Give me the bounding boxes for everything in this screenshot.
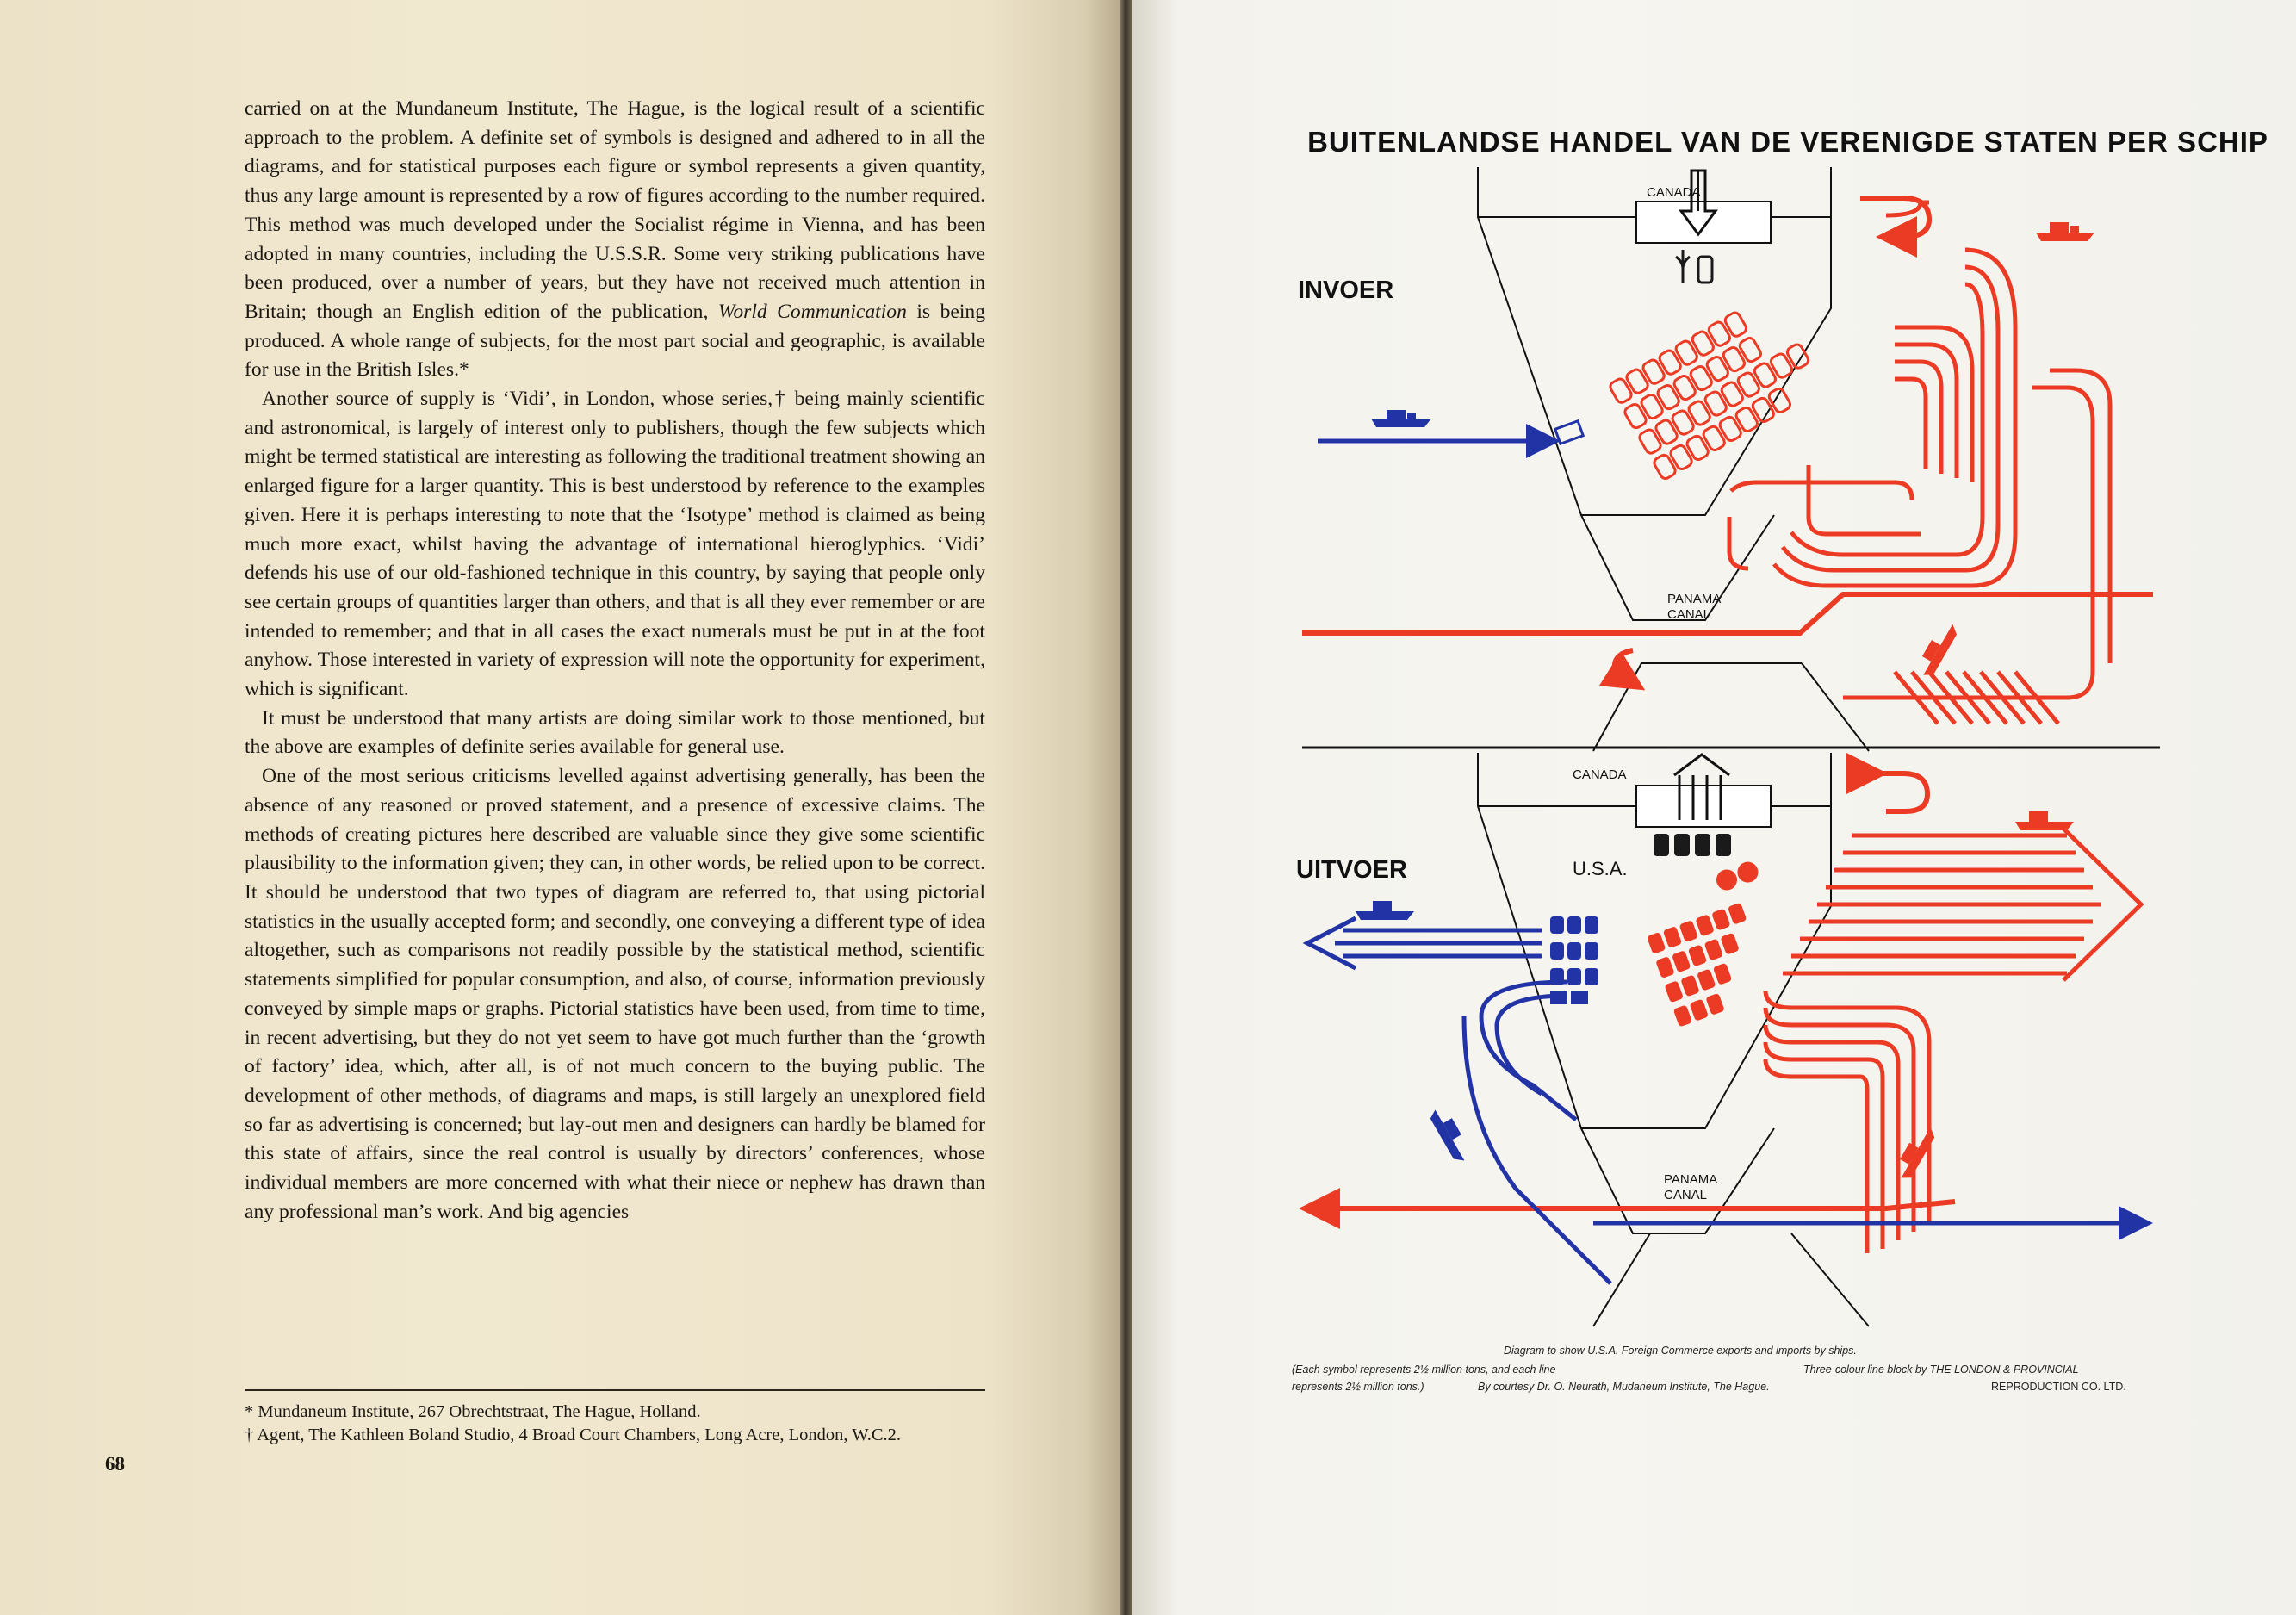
- diagram-title: BUITENLANDSE HANDEL VAN DE VERENIGDE STATEN PER SCHIP: [1307, 126, 2268, 158]
- canada-box-export: [1636, 786, 1771, 827]
- canada-label-export: CANADA: [1573, 767, 1627, 782]
- caption-line-3: represents 2½ million tons.): [1292, 1381, 1424, 1393]
- caption-line-5: By courtesy Dr. O. Neurath, Mudaneum Institute, The Hague.: [1478, 1381, 1770, 1393]
- ship-icon: [2015, 811, 2074, 830]
- import-label: INVOER: [1298, 276, 1394, 304]
- import-cargo-symbols: [1609, 292, 1825, 481]
- diagram-caption: [1292, 1345, 2126, 1393]
- canada-box-import: [1636, 202, 1771, 243]
- paragraph-3: It must be understood that many artists are doing similar work to those mentioned, but the above are examples of definite series available for general use.: [245, 706, 985, 759]
- caption-line-2: (Each symbol represents 2½ million tons, and each line: [1292, 1363, 1556, 1376]
- paragraph-1: carried on at the Mundaneum Institute, The Hague, is the logical result of a scientific approach to the problem. A definite set of symbols is designed and adhered to in all the diagrams, and for statistical purposes each figure or symbol represents a given quantity, thus any large amount is represented by a row of figures according to the number required. This method was much developed under the Socialist régime in Vienna, and has been adopted in many countries, including the U.S.S.R. Some very striking publications have been produced, over a number of years, but they have not received much attention in Britain; though an English edition of the publication, World Communication is being produced. A whole range of subjects, for the most part social and geographic, is available for use in the British Isles.*: [245, 97, 985, 382]
- paragraph-4: One of the most serious criticisms levelled against advertising generally, has been the absence of any reasoned or proved statement, and a presence of excessive claims. The methods of creating pictures here described are valuable since they give some scientific plausibility to the information given; they can, in other words, be relied upon to be correct. It should be understood that two types of diagram are referred to, that using pictorial statistics in the usually accepted form; and secondly, one conveying a different type of idea altogether, such as comparisons not readily possible by the statistical method, scientific statements simplified for popular consumption, and also, of course, information previously conveyed by simple maps or graphs. Pictorial statistics have been used, from time to time, in recent advertising, but they do not yet seem to have got much further than the ‘growth of factory’ idea, which, after all, is of not much concern to the buying public. The development of other methods, of diagrams and maps, is still largely an unexplored field so far as advertising is concerned; but lay-out men and designers can hardly be blamed for this state of affairs, since the real control is usually by directors’ conferences, whose individual members are more concerned with what their niece or nephew has drawn than any professional man’s work. And big agencies: [245, 765, 985, 1223]
- panama-label-export-2: CANAL: [1664, 1188, 1708, 1202]
- panama-import-line: [1302, 594, 2153, 633]
- caption-line-6: REPRODUCTION CO. LTD.: [1991, 1381, 2126, 1393]
- red-export-flow: [1765, 829, 2141, 1253]
- export-red-symbols: [1635, 859, 1800, 1027]
- blue-export-flow: [1307, 918, 1610, 1283]
- caption-line-1: Diagram to show U.S.A. Foreign Commerce exports and imports by ships.: [1504, 1345, 1857, 1357]
- export-section: [1296, 753, 2144, 1326]
- wheat-icon: [1676, 250, 1712, 283]
- paragraph-2: Another source of supply is ‘Vidi’, in London, whose series,† being mainly scientific and astronomical, is largely of interest only to publishers, though the few subjects which might be termed statistical are interesting as following the traditional treatment showing an enlarged figure for a larger quantity. This is best understood by reference to the examples given. Here it is perhaps interesting to note that the ‘Isotype’ method is claimed as being much more exact, whilst having the advantage of international hieroglyphics. ‘Vidi’ defends his use of our old-fashioned technique in this country, by saying that people only see certain groups of quantities larger than others, and that is all they ever remember or are intended to remember; and that in all cases the exact numerals must be put in at the foot anyhow. Those interested in variety of expression will note the opportunity for experiment, which is significant.: [245, 388, 985, 701]
- ship-icon: [1371, 410, 1431, 427]
- panama-label-export-1: PANAMA: [1664, 1172, 1718, 1187]
- import-section: [1298, 167, 2153, 751]
- usa-label: U.S.A.: [1573, 858, 1628, 879]
- panama-label-import-1: PANAMA: [1667, 592, 1722, 606]
- export-blue-symbols: [1550, 916, 1598, 1004]
- export-label: UITVOER: [1296, 856, 1407, 884]
- footnote-2: † Agent, The Kathleen Boland Studio, 4 Broad Court Chambers, Long Acre, London, W.C.2.: [245, 1426, 902, 1444]
- red-export-line-left: [1309, 1202, 1955, 1208]
- caption-line-4: Three-colour line block by THE LONDON & PROVINCIAL: [1803, 1363, 2079, 1376]
- export-canada-symbols: [1654, 834, 1731, 856]
- footnote-1: * Mundaneum Institute, 267 Obrechtstraat, The Hague, Holland.: [245, 1402, 701, 1421]
- ship-icon: [2036, 222, 2094, 241]
- ship-icon: [1914, 619, 1960, 680]
- ship-icon: [1428, 1105, 1474, 1165]
- ship-icon: [1356, 901, 1414, 920]
- canada-label-import: CANADA: [1647, 185, 1701, 200]
- page-number: 68: [105, 1453, 125, 1475]
- canada-loop-export: [1877, 773, 1927, 811]
- canada-loop-import: [1860, 198, 1929, 237]
- panama-label-import-2: CANAL: [1667, 607, 1711, 622]
